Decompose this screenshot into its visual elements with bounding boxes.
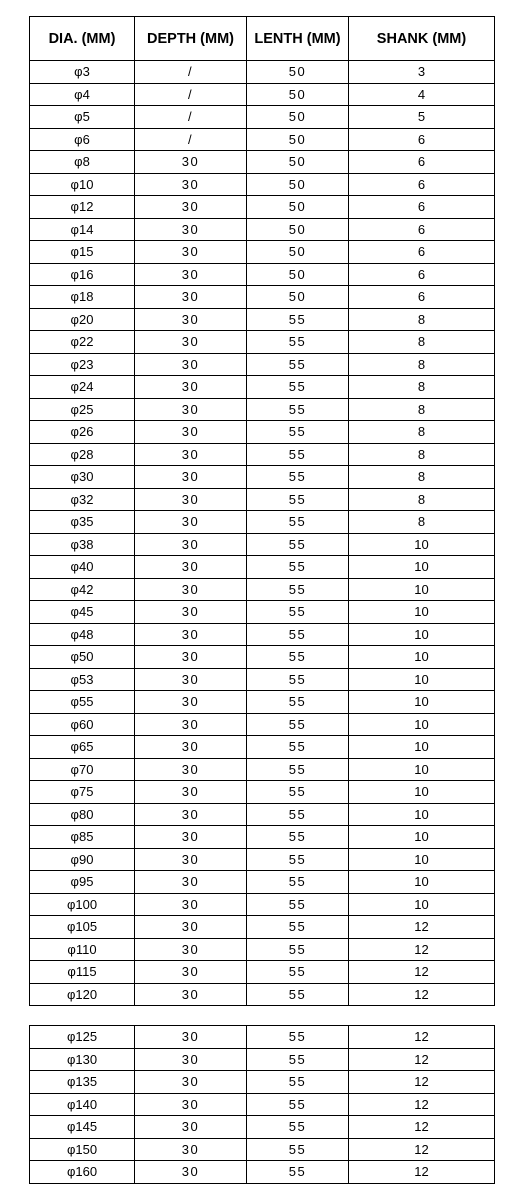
cell-length: 55 [247,938,349,961]
cell-depth: 30 [135,421,247,444]
cell-depth: 30 [135,601,247,624]
cell-diameter: φ50 [30,646,135,669]
cell-length: 55 [247,803,349,826]
cell-depth: 30 [135,331,247,354]
cell-diameter: φ3 [30,61,135,84]
table-row [30,376,495,399]
cell-length: 55 [247,961,349,984]
cell-length: 55 [247,1138,349,1161]
header-length: LENTH (MM) [247,17,349,61]
table-row [30,893,495,916]
table-row [30,668,495,691]
cell-depth: 30 [135,1116,247,1139]
cell-depth: 30 [135,781,247,804]
cell-shank: 12 [349,983,495,1006]
cell-depth: 30 [135,196,247,219]
cell-depth: 30 [135,893,247,916]
cell-diameter: φ6 [30,128,135,151]
cell-shank: 6 [349,173,495,196]
cell-length: 55 [247,893,349,916]
cell-shank: 8 [349,421,495,444]
table-row [30,398,495,421]
table-row [30,533,495,556]
table-row [30,983,495,1006]
cell-depth: 30 [135,511,247,534]
cell-depth: 30 [135,983,247,1006]
cell-diameter: φ65 [30,736,135,759]
cell-diameter: φ23 [30,353,135,376]
table-row [30,263,495,286]
cell-diameter: φ28 [30,443,135,466]
cell-length: 55 [247,308,349,331]
cell-length: 55 [247,916,349,939]
cell-diameter: φ145 [30,1116,135,1139]
cell-diameter: φ16 [30,263,135,286]
cell-diameter: φ85 [30,826,135,849]
table-row [30,196,495,219]
cell-shank: 8 [349,376,495,399]
cell-shank: 10 [349,803,495,826]
cell-shank: 10 [349,668,495,691]
cell-depth: 30 [135,713,247,736]
table-row [30,1116,495,1139]
cell-depth: 30 [135,1026,247,1049]
table-row [30,556,495,579]
cell-diameter: φ105 [30,916,135,939]
cell-diameter: φ140 [30,1093,135,1116]
cell-length: 55 [247,488,349,511]
table-row [30,421,495,444]
table-row [30,1048,495,1071]
cell-diameter: φ80 [30,803,135,826]
cell-diameter: φ60 [30,713,135,736]
cell-diameter: φ18 [30,286,135,309]
table-row [30,61,495,84]
cell-diameter: φ35 [30,511,135,534]
cell-depth: 30 [135,871,247,894]
table-row [30,736,495,759]
cell-depth: 30 [135,961,247,984]
table-row [30,781,495,804]
cell-depth: 30 [135,308,247,331]
cell-diameter: φ95 [30,871,135,894]
table-row [30,1071,495,1094]
cell-shank: 10 [349,601,495,624]
cell-diameter: φ120 [30,983,135,1006]
cell-length: 55 [247,443,349,466]
cell-length: 55 [247,601,349,624]
header-diameter: DIA. (MM) [30,17,135,61]
cell-length: 50 [247,218,349,241]
cell-length: 55 [247,871,349,894]
table-row [30,871,495,894]
cell-diameter: φ110 [30,938,135,961]
table-row [30,713,495,736]
cell-depth: 30 [135,803,247,826]
cell-depth: 30 [135,241,247,264]
table-row [30,601,495,624]
cell-depth: 30 [135,1048,247,1071]
table-row [30,916,495,939]
table-row [30,308,495,331]
cell-shank: 10 [349,623,495,646]
header-row [30,17,495,61]
cell-length: 55 [247,736,349,759]
cell-shank: 10 [349,713,495,736]
cell-shank: 10 [349,758,495,781]
cell-diameter: φ160 [30,1161,135,1184]
table-row [30,488,495,511]
cell-shank: 5 [349,106,495,129]
cell-diameter: φ90 [30,848,135,871]
cell-length: 55 [247,646,349,669]
cell-length: 50 [247,196,349,219]
cell-diameter: φ38 [30,533,135,556]
cell-length: 50 [247,241,349,264]
cell-shank: 6 [349,286,495,309]
cell-diameter: φ5 [30,106,135,129]
cell-shank: 12 [349,1138,495,1161]
cell-diameter: φ32 [30,488,135,511]
cell-diameter: φ48 [30,623,135,646]
cell-depth: 30 [135,353,247,376]
cell-depth: 30 [135,556,247,579]
table-row [30,848,495,871]
cell-depth: 30 [135,691,247,714]
cell-length: 55 [247,421,349,444]
cell-shank: 10 [349,578,495,601]
cell-length: 55 [247,1093,349,1116]
cell-shank: 12 [349,1116,495,1139]
cell-diameter: φ24 [30,376,135,399]
header-depth: DEPTH (MM) [135,17,247,61]
cell-depth: 30 [135,848,247,871]
cell-depth: / [135,106,247,129]
cell-shank: 6 [349,241,495,264]
cell-length: 50 [247,61,349,84]
cell-depth: 30 [135,218,247,241]
cell-length: 55 [247,848,349,871]
cell-diameter: φ8 [30,151,135,174]
cell-length: 55 [247,398,349,421]
cell-shank: 10 [349,781,495,804]
table-row [30,511,495,534]
cell-shank: 12 [349,1026,495,1049]
cell-length: 50 [247,128,349,151]
cell-shank: 6 [349,196,495,219]
cell-length: 55 [247,1048,349,1071]
cell-diameter: φ15 [30,241,135,264]
cell-diameter: φ25 [30,398,135,421]
table-row [30,173,495,196]
cell-depth: 30 [135,1138,247,1161]
cell-diameter: φ75 [30,781,135,804]
cell-shank: 12 [349,1071,495,1094]
cell-shank: 12 [349,1048,495,1071]
cell-diameter: φ45 [30,601,135,624]
cell-diameter: φ130 [30,1048,135,1071]
cell-shank: 12 [349,1161,495,1184]
cell-length: 50 [247,286,349,309]
cell-shank: 8 [349,488,495,511]
cell-shank: 8 [349,353,495,376]
cell-length: 55 [247,353,349,376]
cell-diameter: φ42 [30,578,135,601]
cell-depth: 30 [135,916,247,939]
cell-shank: 8 [349,331,495,354]
cell-depth: 30 [135,758,247,781]
cell-length: 50 [247,263,349,286]
spec-table-continued [29,1025,495,1184]
cell-length: 55 [247,983,349,1006]
cell-shank: 8 [349,308,495,331]
cell-diameter: φ55 [30,691,135,714]
cell-shank: 12 [349,916,495,939]
table-row [30,938,495,961]
table-row [30,1161,495,1184]
cell-diameter: φ22 [30,331,135,354]
cell-shank: 6 [349,218,495,241]
table-row [30,691,495,714]
cell-depth: 30 [135,376,247,399]
cell-length: 55 [247,758,349,781]
cell-depth: / [135,61,247,84]
cell-length: 55 [247,1071,349,1094]
cell-diameter: φ135 [30,1071,135,1094]
cell-depth: 30 [135,1161,247,1184]
cell-length: 55 [247,533,349,556]
cell-depth: 30 [135,1071,247,1094]
cell-length: 55 [247,623,349,646]
cell-shank: 3 [349,61,495,84]
cell-shank: 10 [349,848,495,871]
cell-depth: 30 [135,826,247,849]
table-row [30,578,495,601]
table-row [30,218,495,241]
table-row [30,331,495,354]
cell-shank: 10 [349,533,495,556]
cell-depth: / [135,128,247,151]
cell-shank: 8 [349,466,495,489]
header-shank: SHANK (MM) [349,17,495,61]
cell-depth: 30 [135,1093,247,1116]
cell-length: 55 [247,1116,349,1139]
cell-shank: 10 [349,871,495,894]
table-row [30,286,495,309]
table-row [30,128,495,151]
cell-shank: 6 [349,151,495,174]
table-row [30,1093,495,1116]
table-row [30,758,495,781]
cell-length: 55 [247,331,349,354]
cell-shank: 12 [349,1093,495,1116]
cell-diameter: φ53 [30,668,135,691]
cell-length: 55 [247,713,349,736]
cell-shank: 6 [349,128,495,151]
cell-shank: 8 [349,511,495,534]
table-row [30,826,495,849]
cell-length: 50 [247,83,349,106]
cell-shank: 6 [349,263,495,286]
cell-depth: 30 [135,938,247,961]
cell-depth: 30 [135,623,247,646]
cell-diameter: φ100 [30,893,135,916]
cell-shank: 10 [349,736,495,759]
cell-depth: 30 [135,286,247,309]
table-row [30,1026,495,1049]
cell-length: 55 [247,578,349,601]
cell-length: 55 [247,466,349,489]
table-row [30,151,495,174]
cell-depth: / [135,83,247,106]
cell-length: 50 [247,151,349,174]
cell-diameter: φ14 [30,218,135,241]
cell-diameter: φ150 [30,1138,135,1161]
cell-depth: 30 [135,173,247,196]
cell-shank: 10 [349,826,495,849]
cell-length: 55 [247,691,349,714]
table-row [30,803,495,826]
cell-depth: 30 [135,151,247,174]
cell-diameter: φ20 [30,308,135,331]
cell-depth: 30 [135,646,247,669]
cell-diameter: φ115 [30,961,135,984]
cell-diameter: φ26 [30,421,135,444]
cell-depth: 30 [135,668,247,691]
cell-diameter: φ40 [30,556,135,579]
table-row [30,443,495,466]
cell-diameter: φ12 [30,196,135,219]
cell-length: 55 [247,826,349,849]
cell-length: 55 [247,511,349,534]
cell-shank: 10 [349,646,495,669]
cell-depth: 30 [135,466,247,489]
spec-table-main [29,16,495,1006]
cell-length: 50 [247,173,349,196]
table-row [30,83,495,106]
cell-shank: 12 [349,961,495,984]
cell-depth: 30 [135,736,247,759]
cell-length: 55 [247,376,349,399]
table-row [30,106,495,129]
cell-shank: 8 [349,443,495,466]
cell-diameter: φ10 [30,173,135,196]
cell-shank: 10 [349,893,495,916]
cell-length: 55 [247,1026,349,1049]
cell-diameter: φ125 [30,1026,135,1049]
cell-depth: 30 [135,578,247,601]
cell-length: 55 [247,781,349,804]
cell-length: 50 [247,106,349,129]
table-row [30,1138,495,1161]
cell-length: 55 [247,1161,349,1184]
cell-length: 55 [247,556,349,579]
cell-depth: 30 [135,398,247,421]
cell-length: 55 [247,668,349,691]
table-row [30,241,495,264]
cell-depth: 30 [135,488,247,511]
cell-depth: 30 [135,533,247,556]
cell-shank: 8 [349,398,495,421]
cell-shank: 12 [349,938,495,961]
cell-shank: 10 [349,691,495,714]
cell-diameter: φ70 [30,758,135,781]
cell-diameter: φ30 [30,466,135,489]
table-row [30,353,495,376]
table-row [30,623,495,646]
cell-depth: 30 [135,443,247,466]
cell-diameter: φ4 [30,83,135,106]
cell-shank: 10 [349,556,495,579]
cell-shank: 4 [349,83,495,106]
table-row [30,466,495,489]
table-row [30,961,495,984]
cell-depth: 30 [135,263,247,286]
table-row [30,646,495,669]
